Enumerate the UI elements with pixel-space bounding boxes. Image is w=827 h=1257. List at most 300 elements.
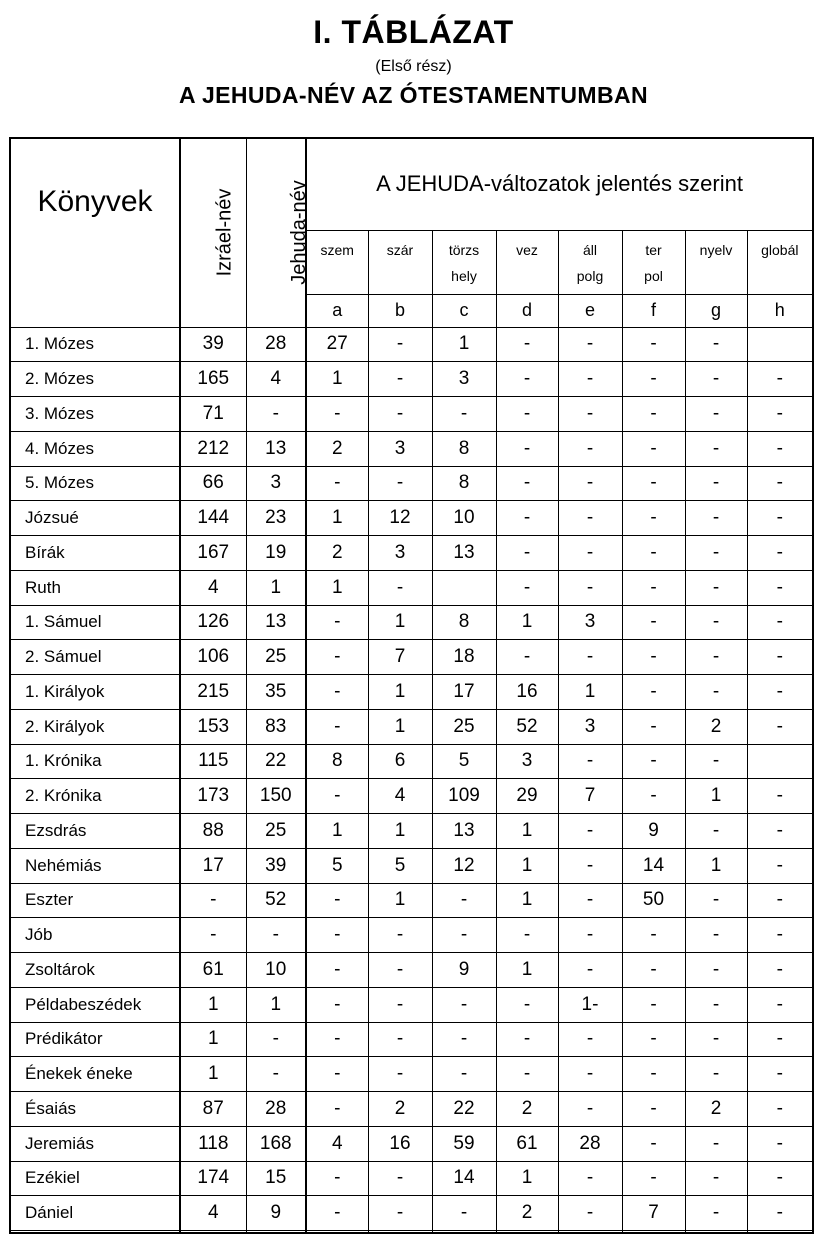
value-cell: - [558,1057,622,1092]
value-cell [747,327,813,362]
value-cell: 3 [368,536,432,571]
value-cell: 61 [496,1126,558,1161]
value-cell: 3 [432,362,496,397]
value-cell [747,744,813,779]
value-cell: - [558,397,622,432]
value-cell: 144 [180,501,246,536]
value-cell: 150 [246,779,306,814]
value-cell: - [496,918,558,953]
value-cell [622,1231,685,1234]
value-cell: 10 [432,501,496,536]
value-cell: 1 [368,709,432,744]
value-cell: - [432,1022,496,1057]
book-name-cell: Jeremiás [10,1126,180,1161]
value-cell: - [496,1057,558,1092]
value-cell: 3 [496,744,558,779]
value-cell: - [496,570,558,605]
value-cell: - [432,883,496,918]
value-cell: - [368,1022,432,1057]
book-name-cell: Ruth [10,570,180,605]
value-cell: - [747,501,813,536]
header-group: A JEHUDA-változatok jelentés szerint [306,138,813,230]
value-cell: - [558,744,622,779]
value-cell: 59 [432,1126,496,1161]
subheader-cell [747,230,813,294]
header-israel [180,138,246,327]
book-name-cell: Példabeszédek [10,987,180,1022]
value-cell: 1 [246,987,306,1022]
value-cell: - [558,1092,622,1127]
value-cell: 1 [368,605,432,640]
book-name-cell: Ésaiás [10,1092,180,1127]
value-cell: - [622,327,685,362]
value-cell: 1 [306,501,368,536]
value-cell: - [432,987,496,1022]
value-cell: 9 [246,1196,306,1231]
value-cell: 22 [432,1092,496,1127]
value-cell: 25 [246,814,306,849]
subheader-cell [685,230,747,294]
value-cell: - [622,397,685,432]
value-cell: 10 [246,953,306,988]
value-cell: 39 [180,327,246,362]
value-cell: - [685,883,747,918]
value-cell: - [747,848,813,883]
value-cell: 1 [180,1022,246,1057]
subheader-line1: ter [645,241,662,258]
value-cell [432,570,496,605]
table-row [10,883,813,918]
value-cell: - [622,431,685,466]
value-cell: 1 [368,814,432,849]
table-header [10,138,813,327]
value-cell [685,1231,747,1234]
value-cell: - [306,605,368,640]
table-row [10,953,813,988]
value-cell: - [306,1092,368,1127]
header-jehuda [246,138,310,327]
value-cell: 174 [180,1161,246,1196]
value-cell: 1- [558,987,622,1022]
value-cell: - [685,362,747,397]
value-cell: - [496,466,558,501]
value-cell: - [747,953,813,988]
value-cell: - [246,918,306,953]
value-cell: - [558,327,622,362]
value-cell: - [747,987,813,1022]
value-cell: 25 [246,640,306,675]
value-cell: - [622,1092,685,1127]
value-cell: - [368,953,432,988]
value-cell: 1 [496,605,558,640]
value-cell: - [496,1022,558,1057]
book-name-cell: Józsué [10,501,180,536]
value-cell: 14 [432,1161,496,1196]
value-cell: - [622,779,685,814]
value-cell: 1 [180,1057,246,1092]
value-cell: 1 [685,779,747,814]
subheader-line1: törzs [448,241,480,258]
book-name-cell: 5. Mózes [10,466,180,501]
book-name-cell: 2. Királyok [10,709,180,744]
value-cell: - [496,327,558,362]
value-cell: - [306,1161,368,1196]
subheader-cell [432,230,496,294]
value-cell: 7 [622,1196,685,1231]
value-cell: - [558,918,622,953]
book-name-cell: Ezékiel [10,1161,180,1196]
value-cell: - [685,987,747,1022]
table-row [10,397,813,432]
value-cell: - [747,814,813,849]
value-cell: - [685,1196,747,1231]
book-name-cell: 4. Mózes [10,431,180,466]
value-cell: - [246,397,306,432]
value-cell: 8 [432,431,496,466]
value-cell: 71 [180,397,246,432]
subheader-line2: pol [644,267,663,284]
subheader-line1: globál [761,241,799,258]
value-cell: - [368,987,432,1022]
value-cell: 4 [306,1126,368,1161]
value-cell: - [368,570,432,605]
value-cell: - [432,1057,496,1092]
value-cell: - [622,501,685,536]
table-row [10,1022,813,1057]
value-cell: 1 [306,362,368,397]
value-cell: - [306,918,368,953]
table-row [10,466,813,501]
value-cell: 7 [368,640,432,675]
value-cell: - [747,640,813,675]
value-cell: - [685,1057,747,1092]
value-cell: 167 [180,536,246,571]
value-cell: - [622,466,685,501]
value-cell: - [747,1196,813,1231]
page-title: I. TÁBLÁZAT [313,14,514,50]
value-cell: - [747,362,813,397]
value-cell: - [622,1126,685,1161]
value-cell: 1 [558,675,622,710]
header-jehuda-label: Jehuda-név [287,180,310,286]
book-name-cell: 2. Mózes [10,362,180,397]
header-israel-label: Izráel-név [213,188,236,277]
value-cell: 4 [246,362,306,397]
value-cell: - [306,675,368,710]
letter-cell: c [432,294,496,327]
value-cell: 5 [432,744,496,779]
value-cell: - [306,953,368,988]
value-cell: 27 [306,327,368,362]
value-cell: - [747,431,813,466]
book-name-cell: 3. Mózes [10,397,180,432]
value-cell: 2 [685,709,747,744]
value-cell: - [246,1022,306,1057]
value-cell: 22 [246,744,306,779]
value-cell: 66 [180,466,246,501]
value-cell: - [558,1196,622,1231]
value-cell: 17 [432,675,496,710]
value-cell: 23 [246,501,306,536]
value-cell: 173 [180,779,246,814]
table-row [10,1196,813,1231]
value-cell: 212 [180,431,246,466]
table-heading: A JEHUDA-NÉV AZ ÓTESTAMENTUMBAN [179,82,648,108]
value-cell: - [558,570,622,605]
value-cell: - [558,362,622,397]
value-cell: - [747,1057,813,1092]
value-cell: - [368,362,432,397]
value-cell: 118 [180,1126,246,1161]
value-cell: - [747,675,813,710]
value-cell: - [622,953,685,988]
value-cell [558,1231,622,1234]
value-cell: 4 [368,779,432,814]
value-cell: - [368,327,432,362]
page-subtitle: (Első rész) [375,58,452,75]
value-cell: 2 [368,1092,432,1127]
book-name-cell: 2. Sámuel [10,640,180,675]
value-cell: - [622,675,685,710]
value-cell [180,1231,246,1234]
value-cell [306,1231,368,1234]
value-cell: 35 [246,675,306,710]
value-cell: 3 [246,466,306,501]
value-cell: - [558,1022,622,1057]
value-cell: - [622,362,685,397]
value-cell: 153 [180,709,246,744]
value-cell: 1 [368,675,432,710]
value-cell: 13 [432,536,496,571]
value-cell: - [306,397,368,432]
table-row [10,744,813,779]
value-cell: 88 [180,814,246,849]
letter-cell: b [368,294,432,327]
value-cell: - [368,1196,432,1231]
value-cell: - [306,1196,368,1231]
value-cell: 1 [306,814,368,849]
value-cell: - [496,362,558,397]
table-body [10,327,813,1233]
table-row [10,362,813,397]
subheader-line1: nyelv [699,241,733,258]
value-cell: 126 [180,605,246,640]
value-cell: 1 [306,570,368,605]
value-cell: 1 [368,883,432,918]
value-cell: - [496,501,558,536]
value-cell: 28 [558,1126,622,1161]
book-name-cell: 1. Királyok [10,675,180,710]
value-cell: 83 [246,709,306,744]
value-cell [747,1231,813,1234]
book-name-cell: Ezsdrás [10,814,180,849]
value-cell: - [622,570,685,605]
table-row [10,570,813,605]
value-cell: 13 [246,431,306,466]
value-cell: - [558,953,622,988]
value-cell: 2 [306,431,368,466]
book-name-cell: Prédikátor [10,1022,180,1057]
table-row [10,501,813,536]
value-cell: - [306,883,368,918]
table-row [10,675,813,710]
value-cell: - [368,1057,432,1092]
book-name-cell: Nehémiás [10,848,180,883]
value-cell: - [685,675,747,710]
value-cell: 9 [432,953,496,988]
letter-cell: g [685,294,747,327]
value-cell: - [622,987,685,1022]
value-cell: 16 [496,675,558,710]
table-row [10,431,813,466]
value-cell: 50 [622,883,685,918]
value-cell: - [622,1022,685,1057]
value-cell: - [180,918,246,953]
value-cell: - [685,744,747,779]
book-name-cell: Dániel [10,1196,180,1231]
header-books: Könyvek [10,138,180,327]
subheader-line1: áll [582,241,597,258]
table-row [10,779,813,814]
value-cell: - [558,1161,622,1196]
value-cell: - [685,605,747,640]
value-cell [368,1231,432,1234]
value-cell: 17 [180,848,246,883]
value-cell: 14 [622,848,685,883]
value-cell: 2 [496,1196,558,1231]
value-cell: 2 [306,536,368,571]
subheader-cell [558,230,622,294]
value-cell: - [685,1022,747,1057]
value-cell: 18 [432,640,496,675]
value-cell: 61 [180,953,246,988]
value-cell: - [685,466,747,501]
book-name-cell: 2. Krónika [10,779,180,814]
value-cell: 1 [496,848,558,883]
value-cell: 25 [432,709,496,744]
subheader-cell [622,230,685,294]
value-cell: - [558,848,622,883]
value-cell: - [180,883,246,918]
value-cell: 1 [432,327,496,362]
value-cell: - [685,327,747,362]
value-cell: - [558,536,622,571]
value-cell: - [685,1126,747,1161]
table-row [10,1092,813,1127]
book-name-cell: 1. Krónika [10,744,180,779]
value-cell: 8 [432,466,496,501]
value-cell: 1 [496,814,558,849]
value-cell: 7 [558,779,622,814]
value-cell: - [432,1196,496,1231]
book-name-cell: Jób [10,918,180,953]
value-cell: 3 [558,709,622,744]
table-row [10,848,813,883]
table-row [10,1126,813,1161]
value-cell: 12 [432,848,496,883]
value-cell: - [496,397,558,432]
value-cell: 12 [368,501,432,536]
value-cell: - [622,1057,685,1092]
value-cell: - [306,779,368,814]
table-row [10,536,813,571]
value-cell: 8 [432,605,496,640]
value-cell: - [306,1022,368,1057]
table-row [10,605,813,640]
value-cell: 5 [306,848,368,883]
value-cell: - [246,1057,306,1092]
value-cell: 106 [180,640,246,675]
value-cell: 39 [246,848,306,883]
value-cell: - [685,1161,747,1196]
value-cell: - [685,536,747,571]
value-cell: - [747,605,813,640]
subheader-line2: hely [451,267,477,284]
value-cell: 13 [246,605,306,640]
subheader-cell [306,230,368,294]
value-cell: - [368,397,432,432]
subheader-line2: polg [576,267,604,284]
value-cell: 19 [246,536,306,571]
value-cell: 1 [496,1161,558,1196]
value-cell: 16 [368,1126,432,1161]
value-cell: - [747,883,813,918]
value-cell: - [558,814,622,849]
value-cell: - [747,536,813,571]
value-cell: - [306,709,368,744]
value-cell: 2 [496,1092,558,1127]
value-cell [246,1231,306,1234]
table-row [10,709,813,744]
letter-cell: f [622,294,685,327]
book-name-cell: Bírák [10,536,180,571]
book-name-cell: Eszter [10,883,180,918]
value-cell: - [558,431,622,466]
table-row [10,640,813,675]
value-cell: 28 [246,327,306,362]
data-table [9,137,814,1234]
letter-cell: h [747,294,813,327]
value-cell: - [558,501,622,536]
letter-cell: a [306,294,368,327]
value-cell: 87 [180,1092,246,1127]
value-cell: - [747,779,813,814]
subheader-line1: szem [320,241,354,258]
letter-cell: e [558,294,622,327]
value-cell: 215 [180,675,246,710]
book-name-cell [10,1231,180,1234]
value-cell: - [496,431,558,466]
value-cell: 165 [180,362,246,397]
value-cell: 8 [306,744,368,779]
value-cell: - [622,1161,685,1196]
table-row [10,1161,813,1196]
value-cell: - [747,1092,813,1127]
value-cell: - [685,918,747,953]
value-cell: - [747,1126,813,1161]
value-cell: - [622,605,685,640]
value-cell [496,1231,558,1234]
value-cell: 4 [180,1196,246,1231]
value-cell: 168 [246,1126,306,1161]
value-cell: - [685,431,747,466]
value-cell: - [747,397,813,432]
value-cell: 115 [180,744,246,779]
book-name-cell: 1. Mózes [10,327,180,362]
value-cell: - [306,640,368,675]
table-row [10,327,813,362]
table-row [10,918,813,953]
